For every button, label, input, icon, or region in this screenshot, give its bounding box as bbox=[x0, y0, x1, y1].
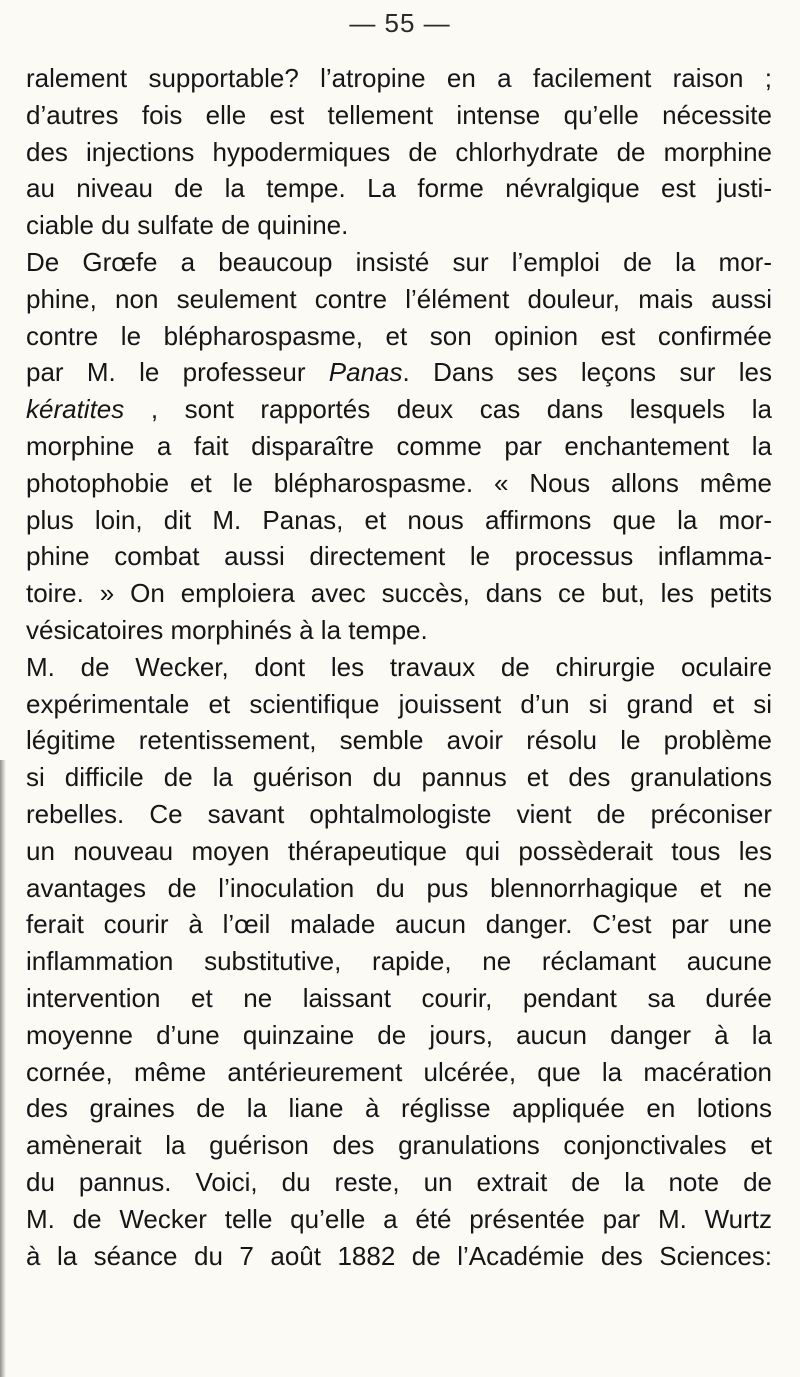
text-line: moyenne d’une quinzaine de jours, aucun danger à la bbox=[26, 1019, 772, 1050]
text-segment: par M. le professeur bbox=[26, 357, 329, 388]
text-line: phine, non seulement contre l’élément douleur, mais aussi bbox=[26, 283, 772, 314]
text-line: expérimentale et scientifique jouissent d’un si grand et si bbox=[26, 688, 772, 719]
text-line: des injections hypodermiques de chlorhydrate de morphine bbox=[26, 136, 772, 167]
text-line: cornée, même antérieurement ulcérée, que la macération bbox=[26, 1056, 772, 1087]
text-segment: , sont rapportés deux cas dans lesquels la bbox=[124, 394, 772, 425]
text-line: au niveau de la tempe. La forme névralgique est justi- bbox=[26, 173, 772, 204]
page-edge-shadow bbox=[0, 760, 6, 1377]
text-line: d’autres fois elle est tellement intense qu’elle nécessite bbox=[26, 99, 772, 130]
body-text bbox=[26, 60, 772, 1274]
text-line: M. de Wecker telle qu’elle a été présentée par M. Wurtz bbox=[26, 1203, 772, 1234]
text-line: M. de Wecker, dont les travaux de chirurgie oculaire bbox=[26, 651, 772, 682]
text-line: légitime retentissement, semble avoir résolu le problème bbox=[26, 725, 772, 756]
text-line bbox=[26, 391, 772, 428]
text-line: avantages de l’inoculation du pus blennorrhagique et ne bbox=[26, 872, 772, 903]
text-line: plus loin, dit M. Panas, et nous affirmons que la mor- bbox=[26, 504, 772, 535]
text-line: morphine a fait disparaître comme par enchantement la bbox=[26, 430, 772, 461]
text-line: De Grœfe a beaucoup insisté sur l’emploi de la mor- bbox=[26, 246, 772, 277]
text-line: si difficile de la guérison du pannus et des granulations bbox=[26, 762, 772, 793]
text-segment: . Dans ses leçons sur les bbox=[402, 357, 772, 388]
text-line: contre le blépharospasme, et son opinion est confirmée bbox=[26, 320, 772, 351]
text-line: toire. » On emploiera avec succès, dans ce but, les petits bbox=[26, 578, 772, 609]
italic-term-keratites: kératites bbox=[26, 394, 125, 425]
text-line bbox=[26, 354, 772, 391]
text-line: vésicatoires morphinés à la tempe. bbox=[26, 614, 428, 645]
text-line: ciable du sulfate de quinine. bbox=[26, 210, 349, 241]
text-line: photophobie et le blépharospasme. « Nous allons même bbox=[26, 467, 772, 498]
text-line: ferait courir à l’œil malade aucun danger. C’est par une bbox=[26, 909, 772, 940]
italic-name-panas: Panas bbox=[328, 357, 403, 388]
text-line: un nouveau moyen thérapeutique qui possèderait tous les bbox=[26, 835, 772, 866]
text-line: ralement supportable? l’atropine en a facilement raison ; bbox=[26, 63, 772, 93]
text-line: à la séance du 7 août 1882 de l’Académie des Sciences: bbox=[26, 1240, 772, 1271]
text-line: amènerait la guérison des granulations conjonctivales et bbox=[26, 1130, 772, 1161]
text-line: du pannus. Voici, du reste, un extrait de la note de bbox=[26, 1166, 772, 1197]
text-line: phine combat aussi directement le processus inflamma- bbox=[26, 541, 772, 572]
text-line: des graines de la liane à réglisse appliquée en lotions bbox=[26, 1093, 772, 1124]
text-line: inflammation substitutive, rapide, ne réclamant aucune bbox=[26, 946, 772, 977]
page-number: — 55 — bbox=[349, 8, 451, 38]
text-line: rebelles. Ce savant ophtalmologiste vient de préconiser bbox=[26, 798, 772, 829]
text-line: intervention et ne laissant courir, pendant sa durée bbox=[26, 982, 772, 1013]
